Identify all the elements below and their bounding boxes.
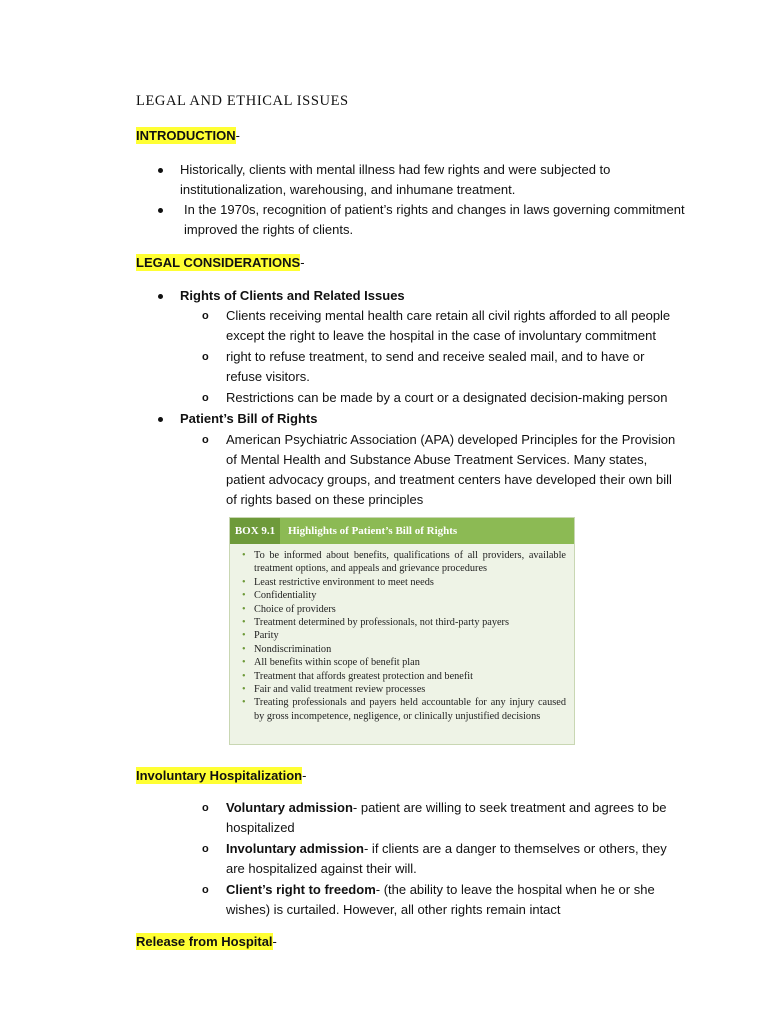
bullet-icon (158, 208, 163, 213)
rights-item-3: Restrictions can be made by a court or a designated decision-making person (226, 390, 668, 405)
box-list (240, 549, 566, 723)
bullet-icon: • (242, 603, 246, 615)
box-list-item (240, 549, 566, 576)
introduction-heading (136, 128, 240, 143)
term: Voluntary admission (226, 800, 353, 815)
sub-bullet-icon: o (202, 434, 209, 446)
intro-item-1: Historically, clients with mental illness had few rights and were subjected to institutionalization, warehousing, and inhumane treatment. (180, 162, 611, 197)
definition: - (the ability to leave the hospital when he or she wishes) is curtailed. However, all other rights remain intact (226, 882, 655, 917)
definition: - patient are willing to seek treatment and agrees to be hospitalized (226, 800, 667, 835)
bullet-icon (158, 417, 163, 422)
rights-item-2: right to refuse treatment, to send and receive sealed mail, and to have or refuse visitors. (226, 349, 645, 384)
box-item-text: To be informed about benefits, qualifications of all providers, available treatment options, and appeals and grievance procedures (254, 550, 566, 575)
rights-item-1: Clients receiving mental health care retain all civil rights afforded to all people except the right to leave the hospital in the case of involuntary commitment (226, 308, 671, 343)
release-heading (136, 934, 277, 949)
involuntary-heading (136, 768, 306, 783)
term: Involuntary admission (226, 841, 364, 856)
introduction-heading-text: INTRODUCTION (136, 128, 236, 143)
box-item-text: Choice of providers (254, 603, 336, 615)
box-title: Highlights of Patient’s Bill of Rights (288, 525, 458, 537)
list-item (202, 388, 682, 408)
definition: - if clients are a danger to themselves or others, they are hospitalized against their will. (226, 841, 667, 876)
box-list-item (240, 629, 566, 642)
box-item-text: Treating professionals and payers held accountable for any injury caused by gross incompetence, negligence, or clinically unjustified decisions (254, 697, 566, 722)
list-item (202, 430, 682, 512)
box-item-text: All benefits within scope of benefit plan (254, 657, 420, 669)
bullet-icon: • (242, 617, 246, 629)
list-item (202, 839, 682, 879)
box-list-item (240, 589, 566, 602)
bullet-icon: • (242, 657, 246, 669)
sub-bullet-icon: o (202, 802, 209, 814)
box-item-text: Fair and valid treatment review processes (254, 684, 426, 696)
intro-item-2: In the 1970s, recognition of patient’s rights and changes in laws governing commitment improved the rights of clients. (184, 202, 685, 237)
box-list-item (240, 696, 566, 723)
list-item (158, 409, 698, 429)
involuntary-item-3 (226, 880, 682, 920)
bullet-icon: • (242, 684, 246, 696)
involuntary-item-1 (226, 798, 682, 838)
bullet-icon (158, 294, 163, 299)
release-heading-dash: - (272, 934, 277, 949)
involuntary-heading-dash: - (302, 768, 307, 783)
involuntary-heading-text: Involuntary Hospitalization (136, 768, 303, 783)
bullet-icon: • (242, 550, 246, 561)
list-item (158, 200, 698, 240)
list-item (202, 347, 682, 387)
bullet-icon: • (242, 670, 246, 682)
introduction-heading-dash: - (235, 128, 241, 143)
box-item-text: Treatment determined by professionals, not third-party payers (254, 617, 509, 629)
bullet-icon: • (242, 630, 246, 642)
box-list-item (240, 643, 566, 656)
box-list-item (240, 576, 566, 589)
bullet-icon: • (242, 590, 246, 602)
list-item (158, 286, 698, 306)
bullet-icon (158, 168, 163, 173)
document-title: LEGAL AND ETHICAL ISSUES (136, 93, 349, 109)
box-item-text: Nondiscrimination (254, 643, 332, 655)
sub-bullet-icon: o (202, 843, 209, 855)
box-item-text: Confidentiality (254, 590, 317, 602)
sub-bullet-icon: o (202, 392, 209, 404)
bullet-icon: • (242, 576, 246, 588)
box-header (230, 518, 574, 544)
term: Client’s right to freedom (226, 882, 376, 897)
box-list-item (240, 616, 566, 629)
list-item (158, 160, 698, 200)
list-item (202, 306, 682, 346)
box-list-item (240, 670, 566, 683)
bill-title: Patient’s Bill of Rights (180, 411, 318, 426)
list-item (202, 880, 682, 920)
legal-considerations-heading (136, 255, 305, 270)
list-item (202, 798, 682, 838)
box-list-item (240, 683, 566, 696)
box-item-text: Treatment that affords greatest protection and benefit (254, 670, 474, 682)
involuntary-item-2 (226, 839, 682, 879)
box-item-text: Parity (254, 630, 279, 642)
legal-heading-dash: - (300, 255, 305, 270)
bullet-icon: • (242, 643, 246, 655)
sub-bullet-icon: o (202, 310, 209, 322)
legal-heading-text: LEGAL CONSIDERATIONS (136, 255, 301, 270)
box-list-item (240, 656, 566, 669)
rights-title: Rights of Clients and Related Issues (180, 288, 405, 303)
sub-bullet-icon: o (202, 351, 209, 363)
bullet-icon: • (242, 697, 246, 709)
bill-of-rights-box (229, 517, 575, 745)
sub-bullet-icon: o (202, 884, 209, 896)
bill-item-1: American Psychiatric Association (APA) developed Principles for the Provision of Mental Health and Substance Abuse Treatment Services. Many states, patient advocacy groups, and treatment centers have developed their own bill of rights based on these principles (226, 432, 676, 507)
release-heading-text: Release from Hospital (136, 934, 273, 949)
box-list-item (240, 603, 566, 616)
box-number: BOX 9.1 (230, 518, 280, 544)
box-item-text: Least restrictive environment to meet needs (254, 576, 434, 588)
